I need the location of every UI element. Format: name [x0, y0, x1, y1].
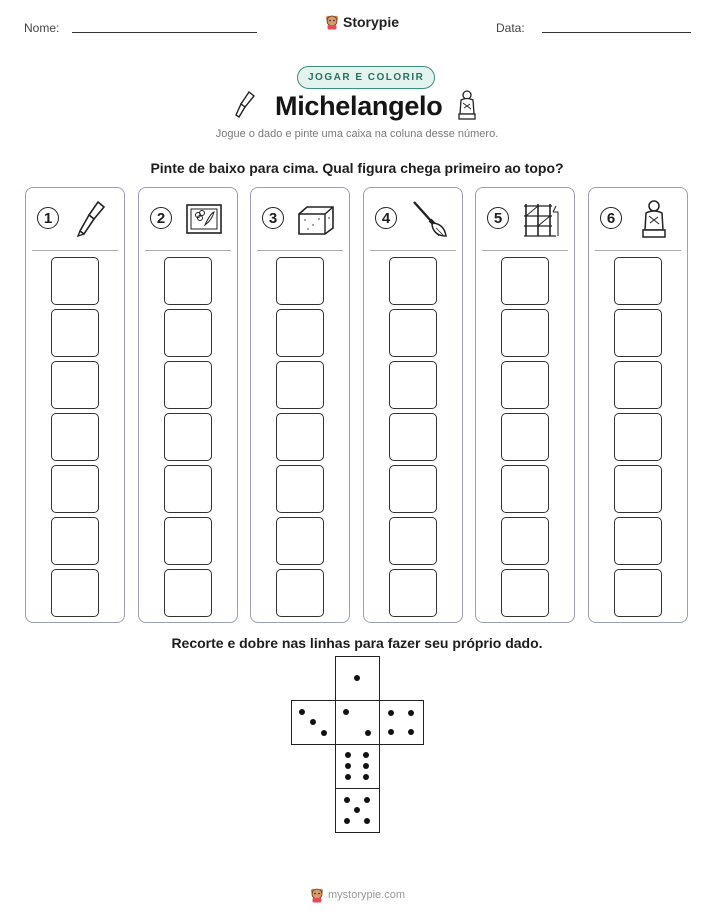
- color-box[interactable]: [389, 309, 437, 357]
- color-box[interactable]: [501, 413, 549, 461]
- color-box[interactable]: [614, 413, 662, 461]
- color-box[interactable]: [164, 569, 212, 617]
- footer: [310, 887, 405, 903]
- chisel-icon: [70, 198, 112, 240]
- scaffold-icon: [520, 198, 562, 240]
- die-pip: [321, 730, 327, 736]
- die-pip: [354, 675, 360, 681]
- color-box[interactable]: [389, 257, 437, 305]
- dice-instruction: Recorte e dobre nas linhas para fazer seu próprio dado.: [171, 635, 543, 651]
- brand-name: Storypie: [343, 14, 400, 30]
- color-box[interactable]: [276, 569, 324, 617]
- die-pip: [388, 710, 394, 716]
- color-box[interactable]: [614, 517, 662, 565]
- column-5: [475, 187, 575, 623]
- color-box[interactable]: [51, 361, 99, 409]
- die-pip: [345, 752, 351, 758]
- column-divider: [482, 250, 568, 251]
- die-pip: [408, 710, 414, 716]
- name-label: Nome:: [24, 21, 60, 35]
- page-subtitle: Jogue o dado e pinte uma caixa na coluna desse número.: [215, 128, 499, 140]
- color-box[interactable]: [51, 569, 99, 617]
- column-2: [138, 187, 238, 623]
- die-pip: [408, 729, 414, 735]
- color-box[interactable]: [389, 465, 437, 513]
- column-number: 6: [600, 207, 622, 229]
- die-pip: [343, 709, 349, 715]
- color-box[interactable]: [501, 361, 549, 409]
- fresco-panel-icon: [183, 198, 225, 240]
- color-box[interactable]: [51, 309, 99, 357]
- marble-block-icon: [295, 198, 337, 240]
- die-pip: [364, 797, 370, 803]
- die-pip: [344, 818, 350, 824]
- die-pip: [345, 774, 351, 780]
- die-face-2: [335, 700, 380, 745]
- column-4: [363, 187, 463, 623]
- column-6: [588, 187, 688, 623]
- brand-logo: [325, 14, 399, 30]
- column-divider: [145, 250, 231, 251]
- column-divider: [370, 250, 456, 251]
- coloring-instruction: Pinte de baixo para cima. Qual figura chega primeiro ao topo?: [150, 160, 564, 176]
- color-box[interactable]: [389, 569, 437, 617]
- die-pip: [365, 730, 371, 736]
- die-pip: [345, 763, 351, 769]
- column-number: 5: [487, 207, 509, 229]
- color-box[interactable]: [276, 465, 324, 513]
- bear-mascot-icon: [325, 14, 339, 30]
- color-box[interactable]: [614, 465, 662, 513]
- column-1: [25, 187, 125, 623]
- color-box[interactable]: [276, 309, 324, 357]
- color-box[interactable]: [164, 361, 212, 409]
- date-label: Data:: [496, 21, 525, 35]
- color-box[interactable]: [51, 257, 99, 305]
- chisel-title-icon: [233, 90, 257, 120]
- color-box[interactable]: [614, 569, 662, 617]
- color-box[interactable]: [501, 517, 549, 565]
- color-box[interactable]: [164, 309, 212, 357]
- die-pip: [299, 709, 305, 715]
- column-3: [250, 187, 350, 623]
- color-box[interactable]: [501, 465, 549, 513]
- bear-mascot-icon: [310, 887, 324, 903]
- color-box[interactable]: [276, 413, 324, 461]
- die-pip: [310, 719, 316, 725]
- column-number: 1: [37, 207, 59, 229]
- color-box[interactable]: [164, 413, 212, 461]
- die-pip: [364, 818, 370, 824]
- die-pip: [344, 797, 350, 803]
- color-box[interactable]: [389, 361, 437, 409]
- color-box[interactable]: [614, 361, 662, 409]
- column-number: 2: [150, 207, 172, 229]
- color-box[interactable]: [501, 309, 549, 357]
- color-box[interactable]: [51, 517, 99, 565]
- die-pip: [388, 729, 394, 735]
- color-box[interactable]: [276, 517, 324, 565]
- footer-url[interactable]: mystorypie.com: [328, 889, 406, 901]
- activity-badge: JOGAR E COLORIR: [297, 66, 435, 89]
- statue-icon: [633, 198, 675, 240]
- color-box[interactable]: [164, 517, 212, 565]
- date-line: [542, 32, 691, 33]
- color-box[interactable]: [164, 465, 212, 513]
- die-face-4: [379, 700, 424, 745]
- paintbrush-icon: [408, 198, 450, 240]
- die-pip: [354, 807, 360, 813]
- die-pip: [363, 763, 369, 769]
- statue-title-icon: [455, 89, 479, 121]
- color-box[interactable]: [164, 257, 212, 305]
- column-divider: [595, 250, 681, 251]
- color-box[interactable]: [389, 517, 437, 565]
- color-box[interactable]: [501, 257, 549, 305]
- color-box[interactable]: [614, 309, 662, 357]
- column-number: 4: [375, 207, 397, 229]
- color-box[interactable]: [389, 413, 437, 461]
- die-pip: [363, 752, 369, 758]
- die-pip: [363, 774, 369, 780]
- column-divider: [257, 250, 343, 251]
- column-number: 3: [262, 207, 284, 229]
- die-face-5: [335, 788, 380, 833]
- color-box[interactable]: [276, 361, 324, 409]
- die-face-1: [335, 656, 380, 701]
- color-box[interactable]: [614, 257, 662, 305]
- page-title: Michelangelo: [275, 91, 443, 121]
- die-face-3: [291, 700, 336, 745]
- color-box[interactable]: [51, 413, 99, 461]
- name-line: [72, 32, 257, 33]
- column-divider: [32, 250, 118, 251]
- die-face-6: [335, 744, 380, 789]
- color-box[interactable]: [501, 569, 549, 617]
- color-box[interactable]: [276, 257, 324, 305]
- color-box[interactable]: [51, 465, 99, 513]
